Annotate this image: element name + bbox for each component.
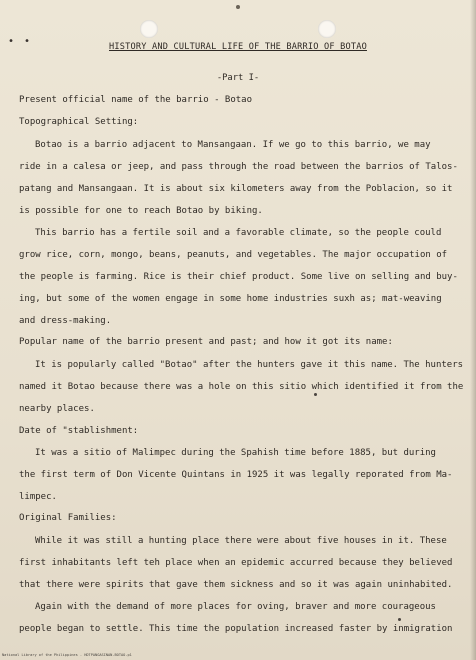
text-line: patang and Mansangaan. It is about six kilometers away from the Poblacion, so it bbox=[19, 184, 453, 194]
text-line: It is popularly called "Botao" after the hunters gave it this name. The hunters bbox=[35, 360, 464, 370]
text-line: is possible for one to reach Botao by biking. bbox=[19, 206, 263, 216]
page-mark bbox=[236, 5, 240, 9]
text-line: people began to settle. This time the population increased faster by inmigration bbox=[19, 624, 453, 634]
text-line: ride in a calesa or jeep, and pass through the road between the barrios of Talos- bbox=[19, 162, 458, 172]
text-line: first inhabitants left teh place when an epidemic accurred because they believed bbox=[19, 558, 453, 568]
text-line: grow rice, corn, mongo, beans, peanuts, and vegetables. The major occupation of bbox=[19, 250, 448, 260]
text-line: Again with the demand of more places for oving, braver and more courageous bbox=[35, 602, 436, 612]
document-title: HISTORY AND CULTURAL LIFE OF THE BARRIO OF BOTAO bbox=[109, 42, 367, 52]
text-line: the first term of Don Vicente Quintans in 1925 it was legally reporated from Ma- bbox=[19, 470, 453, 480]
text-line: the people is farming. Rice is their chief product. Some live on selling and buy- bbox=[19, 272, 458, 282]
text-line: It was a sitio of Malimpec during the Spahish time before 1885, but during bbox=[35, 448, 436, 458]
part-heading: -Part I- bbox=[216, 73, 260, 83]
text-line: Topographical Setting: bbox=[19, 117, 139, 127]
page-edge-shadow bbox=[470, 0, 476, 660]
text-line: While it was still a hunting place there were about five houses in it. These bbox=[35, 536, 447, 546]
ink-speck bbox=[398, 618, 401, 621]
corner-marks: • • bbox=[8, 36, 33, 47]
text-line: Popular name of the barrio present and past; and how it got its name: bbox=[19, 337, 393, 347]
punch-hole-right bbox=[318, 20, 336, 38]
text-line: Date of "stablishment: bbox=[19, 426, 139, 436]
ink-speck bbox=[314, 393, 317, 396]
text-line: named it Botao because there was a hole on this sitio which identified it from the bbox=[19, 382, 464, 392]
text-line: Original Families: bbox=[19, 513, 117, 523]
text-line: Botao is a barrio adjacent to Mansangaan. If we go to this barrio, we may bbox=[35, 140, 431, 150]
text-line: Present official name of the barrio - Botao bbox=[19, 95, 252, 105]
text-line: that there were spirits that gave them sickness and so it was again uninhabited. bbox=[19, 580, 453, 590]
archive-footer: National Library of the Philippines - HDTPANGASINAN-BOTAO-p1 bbox=[2, 653, 132, 657]
text-line: limpec. bbox=[19, 492, 57, 502]
text-line: ing, but some of the women engage in some home industries suxh as; mat-weaving bbox=[19, 294, 442, 304]
text-line: This barrio has a fertile soil and a favorable climate, so the people could bbox=[35, 228, 442, 238]
text-line: nearby places. bbox=[19, 404, 95, 414]
punch-hole-left bbox=[140, 20, 158, 38]
text-line: and dress-making. bbox=[19, 316, 112, 326]
